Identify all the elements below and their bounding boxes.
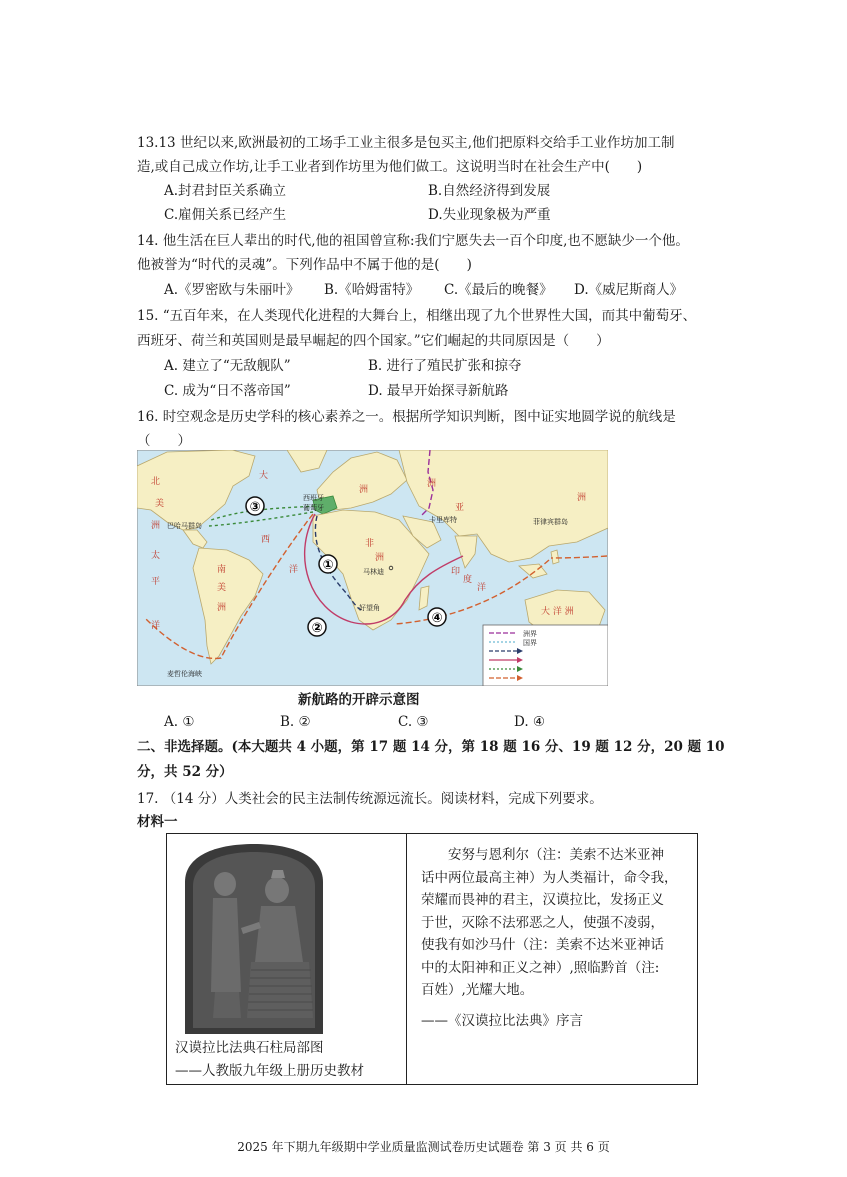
label-spain: 西班牙 [303,494,324,502]
label-asia-1: 洲 [427,479,437,489]
label-europe: 洲 [359,485,369,495]
map-caption: 新航路的开辟示意图 [298,692,420,708]
quote-line-3: 荣耀而畏神的君主，汉谟拉比，发扬正义 [421,892,664,908]
section2-heading-line1: 二、非选择题。(本大题共 4 小题，第 17 题 14 分，第 18 题 16 分、19 题 12 分，20 题 10 [137,739,725,755]
svg-text:③: ③ [249,500,261,515]
label-indian-3: 洋 [477,583,487,593]
label-atlantic-top: 大 [259,471,269,481]
label-north-america-1: 北 [151,477,161,487]
quote-line-7: 百姓）,光耀大地。 [421,982,534,998]
q14-option-c: C.《最后的晚餐》 [444,282,553,298]
label-north-america-3: 洲 [151,521,161,531]
q15-option-d: D. 最早开始探寻新航路 [368,383,509,399]
label-calicut: 卡里库特 [429,516,457,524]
label-atlantic-1: 西 [261,535,271,545]
label-asia-extra: 亚 [455,503,465,513]
q15-line2: 西班牙、荷兰和英国则是最早崛起的四个国家。”它们崛起的共同原因是（ ） [137,333,610,349]
section2-heading-line2: 分，共 52 分） [137,764,233,780]
svg-text:④: ④ [431,611,443,626]
q13-line2: 造,或自己成立作坊,让手工业者到作坊里为他们做工。这说明当时在社会生产中( ) [137,159,643,175]
q13-option-b: B.自然经济得到发展 [428,183,551,199]
q14-line2: 他被誉为“时代的灵魂”。下列作品中不属于他的是( ) [137,257,472,273]
q15-option-c: C. 成为“日不落帝国” [164,383,291,399]
label-atlantic-2: 洋 [289,565,299,575]
label-cape-good-hope: 好望角 [359,604,380,612]
hammurabi-quote [421,844,678,1032]
q15-option-b: B. 进行了殖民扩张和掠夺 [368,358,522,374]
q13-line1: 13.13 世纪以来,欧洲最初的工场手工业主很多是包买主,他们把原料交给手工业作坊加工制 [137,135,675,151]
q15-line1: 15. “五百年来，在人类现代化进程的大舞台上，相继出现了九个世界性大国，而其中葡萄牙、 [137,308,697,324]
image-caption-title: 汉谟拉比法典石柱局部图 [175,1040,324,1056]
q16-line1: 16. 时空观念是历史学科的核心素养之一。根据所学知识判断，图中证实地圆学说的航线是 [137,409,676,425]
label-asia-east: 洲 [577,493,587,503]
label-pacific-3: 洋 [151,621,161,631]
label-africa-1: 非 [365,539,375,549]
label-north-america-2: 美 [155,499,165,509]
quote-line-4: 于世，灭除不法邪恶之人，使强不凌弱， [421,914,664,931]
label-indian-2: 度 [463,575,473,585]
q14-line1: 14. 他生活在巨人辈出的时代,他的祖国曾宣称:我们宁愿失去一百个印度,也不愿缺少一个他。 [137,233,689,249]
route-marker-3 [246,497,264,515]
label-bahamas: 巴哈马群岛 [167,522,202,530]
q15-option-a: A. 建立了“无敌舰队” [164,358,291,374]
q16-option-b: B. ② [280,714,311,730]
new-sea-routes-map [137,450,608,686]
route-marker-2 [308,618,326,636]
label-magellan-strait: 麦哲伦海峡 [167,670,202,678]
quote-line-1: 安努与恩利尔（注：美索不达米亚神 [448,847,664,863]
label-pacific-1: 太 [151,551,161,561]
material-one-table [166,833,698,1085]
quote-source: ——《汉谟拉比法典》序言 [421,1012,583,1029]
q16-line2: （ ） [137,433,191,449]
quote-line-6: 中的太阳神和正义之神）,照临黔首（注: [421,959,660,976]
q14-option-b: B.《哈姆雷特》 [324,282,420,298]
label-africa-2: 洲 [375,553,385,563]
label-south-america-1: 南 [217,565,227,575]
material-image-cell [167,834,407,1085]
hammurabi-stele-image [179,842,329,1034]
label-philippines: 菲律宾群岛 [533,518,568,526]
q16-option-c: C. ③ [398,714,429,730]
label-malindi: 马林迪 [363,568,384,576]
q14-option-a: A.《罗密欧与朱丽叶》 [164,282,300,298]
svg-text:①: ① [322,558,334,573]
label-south-america-2: 美 [217,583,227,593]
q16-option-a: A. ① [164,714,195,730]
route-marker-4 [428,608,446,626]
map-legend [483,625,608,686]
q16-option-d: D. ④ [514,714,546,730]
label-portugal: 葡萄牙 [303,504,324,512]
page-footer: 2025 年下期九年级期中学业质量监测试卷历史试题卷 第 3 页 共 6 页 [237,1140,610,1154]
quote-line-5: 使我有如沙马什（注：美索不达米亚神话 [421,937,664,953]
q17-line1: 17. （14 分）人类社会的民主法制传统源远流长。阅读材料，完成下列要求。 [137,791,603,807]
label-oceania: 大 洋 洲 [541,607,574,617]
route-marker-1 [319,555,337,573]
legend-label-continent-border: 洲界 [523,630,537,638]
label-south-america-3: 洲 [217,603,227,613]
q13-option-a: A.封君封臣关系确立 [164,183,287,199]
q13-option-c: C.雇佣关系已经产生 [164,207,287,223]
q13-option-d: D.失业现象极为严重 [428,207,551,223]
material-quote-cell [407,834,698,1085]
q17-material-label: 材料一 [137,814,178,830]
svg-text:②: ② [311,621,323,636]
label-pacific-2: 平 [151,577,161,587]
image-caption-source: ——人教版九年级上册历史教材 [175,1063,364,1079]
q14-option-d: D.《威尼斯商人》 [574,282,684,298]
quote-line-2: 话中两位最高主神）为人类福计，命令我， [421,869,678,886]
label-indian-1: 印 [451,567,461,577]
legend-label-country-border: 国界 [523,639,537,647]
